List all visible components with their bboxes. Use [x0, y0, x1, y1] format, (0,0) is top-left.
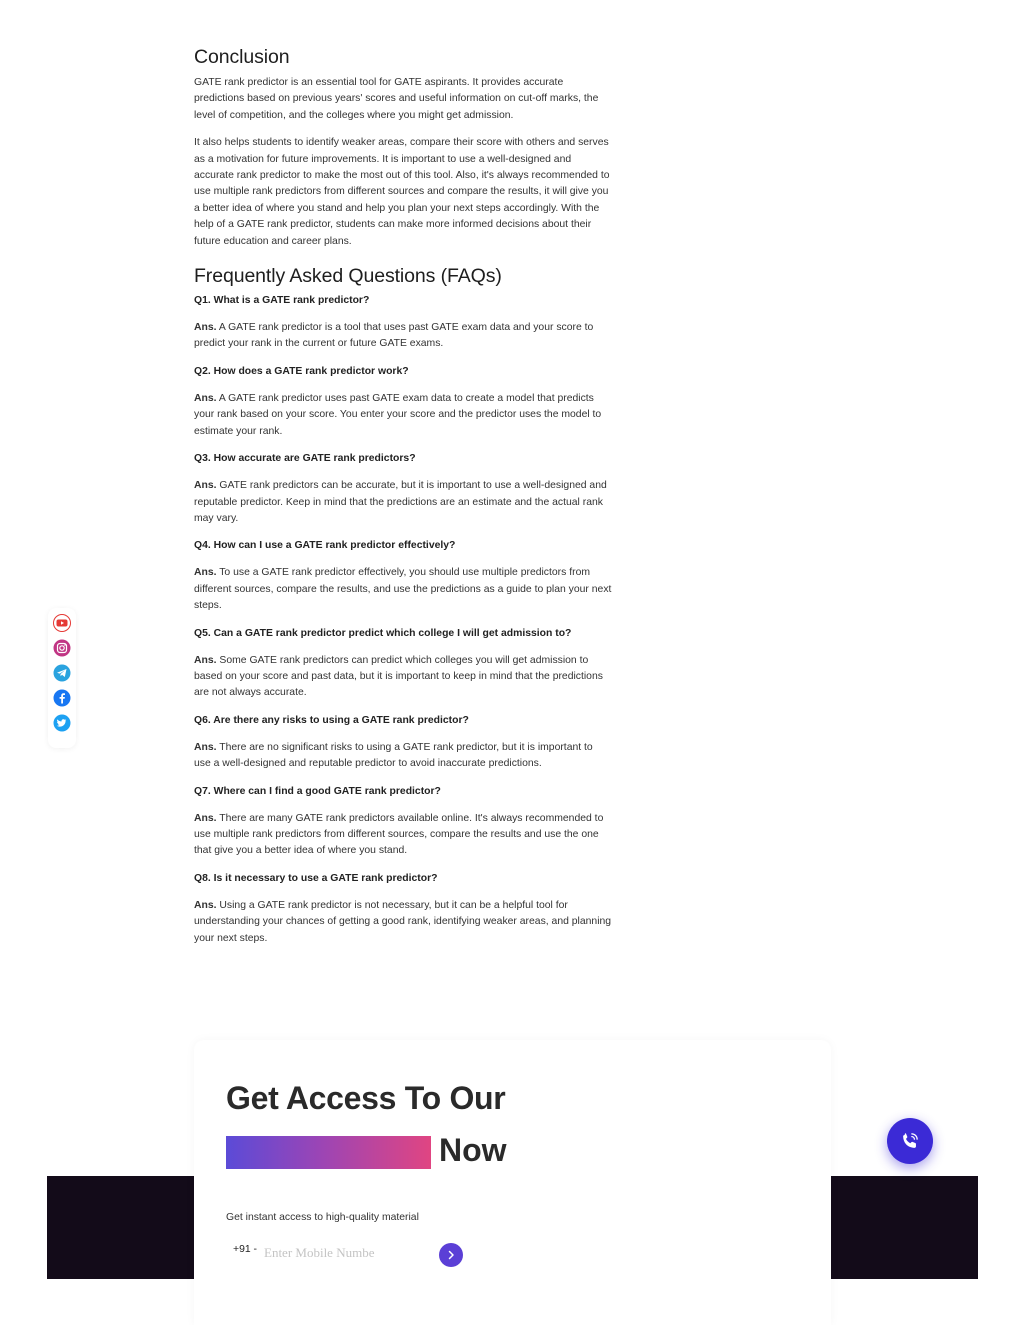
ans-label: Ans. [194, 741, 217, 753]
ans-label: Ans. [194, 392, 217, 404]
faq-answer-text: Using a GATE rank predictor is not necessary, but it can be a helpful tool for understanding your chances of getting a good rank, identifying weaker areas, and planning your next steps. [194, 899, 612, 944]
faq-question: Q1. What is a GATE rank predictor? [194, 295, 370, 307]
country-code: +91 - [233, 1244, 257, 1255]
faq-question: Q5. Can a GATE rank predictor predict which college I will get admission to? [194, 627, 572, 639]
call-button[interactable] [887, 1118, 933, 1164]
ans-label: Ans. [194, 322, 217, 334]
ans-label: Ans. [194, 480, 217, 492]
article-body [194, 44, 612, 947]
faq-item [194, 626, 612, 702]
faq-answer-text: A GATE rank predictor uses past GATE exam data to create a model that predicts your rank based on your score. You enter your score and the predictor uses the model to estimate your rank. [194, 392, 602, 437]
faq-question: Q2. How does a GATE rank predictor work? [194, 365, 409, 377]
faq-question: Q4. How can I use a GATE rank predictor effectively? [194, 540, 456, 552]
conclusion-heading: Conclusion [194, 46, 290, 68]
ans-label: Ans. [194, 899, 217, 911]
faq-answer [194, 740, 612, 773]
phone-icon [899, 1130, 921, 1152]
faq-answer [194, 478, 612, 527]
telegram-icon[interactable] [53, 664, 71, 682]
faq-question: Q6. Are there any risks to using a GATE rank predictor? [194, 714, 469, 726]
faq-heading: Frequently Asked Questions (FAQs) [194, 265, 502, 288]
cta-gradient-bar [226, 1136, 431, 1169]
faq-question: Q3. How accurate are GATE rank predictors? [194, 453, 416, 465]
faq-item [194, 871, 612, 947]
faq-answer-text: There are no significant risks to using a GATE rank predictor, but it is important to use a well-designed and reputable predictor to avoid inaccurate predictions. [194, 741, 593, 770]
submit-button[interactable] [439, 1243, 463, 1267]
faq-answer [194, 391, 612, 440]
faq-answer-text: GATE rank predictors can be accurate, but it is important to use a well-designed and reputable predictor. Keep in mind that the predictions are an estimate and the actual rank may vary. [194, 480, 607, 524]
ans-label: Ans. [194, 654, 217, 666]
instagram-icon[interactable] [53, 639, 71, 657]
cta-title: Get Access To Our [226, 1080, 506, 1116]
faq-question: Q7. Where can I find a good GATE rank predictor? [194, 785, 441, 797]
faq-list [194, 293, 612, 947]
ans-label: Ans. [194, 812, 217, 824]
faq-item [194, 713, 612, 773]
faq-question: Q8. Is it necessary to use a GATE rank predictor? [194, 872, 438, 884]
cta-card [194, 1040, 831, 1325]
faq-item [194, 451, 612, 527]
faq-answer [194, 898, 612, 947]
cta-subtitle: Get instant access to high-quality material [226, 1212, 419, 1223]
ans-label: Ans. [194, 567, 217, 579]
footer-dark-band-left [47, 1176, 194, 1279]
faq-answer-text: Some GATE rank predictors can predict which colleges you will get admission to based on your score and past data, but it is important to keep in mind that the predictions are not always accurate. [194, 654, 603, 699]
facebook-icon[interactable] [53, 689, 71, 707]
conclusion-paragraph-2: It also helps students to identify weaker areas, compare their score with others and serves as a motivation for future improvements. It is important to use a well-designed and accurate rank predictor to make the most out of this tool. Also, it's always recommended to use multiple rank predictors from different sources and compare the results, it will give you a better idea of where you stand and help you plan your next steps accordingly. With the help of a GATE rank predictor, students can make more informed decisions about their future education and career plans. [194, 137, 610, 247]
footer-dark-band-right [831, 1176, 978, 1279]
faq-answer [194, 811, 612, 860]
conclusion-paragraph-1: GATE rank predictor is an essential tool for GATE aspirants. It provides accurate predictions based on previous years' scores and useful information on cut-off marks, the level of competition, and the colleges where you might get admission. [194, 77, 599, 121]
faq-item [194, 293, 612, 353]
social-sidebar [48, 608, 76, 748]
cta-now-text: Now [439, 1132, 507, 1168]
mobile-number-input[interactable] [264, 1242, 432, 1264]
faq-item [194, 784, 612, 860]
faq-item [194, 364, 612, 440]
faq-answer-text: There are many GATE rank predictors available online. It's always recommended to use multiple rank predictors from different sources, compare the results and use the one that give you a better idea of where you stand. [194, 812, 604, 857]
faq-answer [194, 320, 612, 353]
youtube-icon[interactable] [53, 614, 71, 632]
faq-answer-text: A GATE rank predictor is a tool that uses past GATE exam data and your score to predict your rank in the current or future GATE exams. [194, 322, 594, 350]
faq-answer [194, 565, 612, 614]
chevron-right-icon [446, 1250, 456, 1260]
twitter-icon[interactable] [53, 714, 71, 732]
faq-answer-text: To use a GATE rank predictor effectively, you should use multiple predictors from different sources, compare the results, and use the predictions as a guide to plan your next steps. [194, 567, 612, 612]
faq-answer [194, 653, 612, 702]
faq-item [194, 538, 612, 614]
